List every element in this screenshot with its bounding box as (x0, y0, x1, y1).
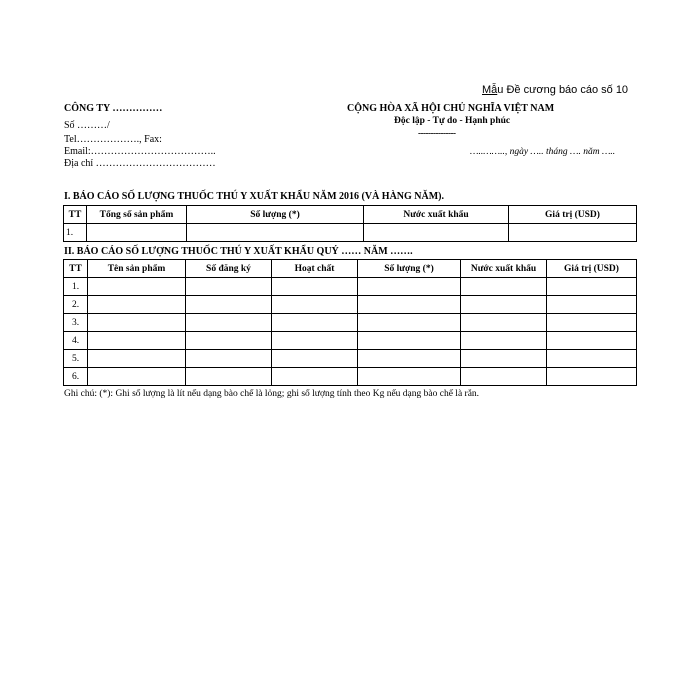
table-cell[interactable] (272, 314, 358, 332)
table-cell[interactable] (88, 368, 186, 386)
row-number: 1. (64, 224, 87, 242)
table-row (64, 278, 637, 296)
table-cell[interactable] (272, 278, 358, 296)
row-number: 6. (64, 368, 88, 386)
row-number: 1. (64, 278, 88, 296)
table-cell[interactable] (358, 368, 461, 386)
table-cell[interactable] (358, 332, 461, 350)
column-header-quantity: Số lượng (*) (187, 206, 364, 224)
row-number: 3. (64, 314, 88, 332)
column-header-export-country: Nước xuất khẩu (364, 206, 509, 224)
document-number: Số ………/ (64, 120, 110, 131)
row-number: 5. (64, 350, 88, 368)
table-cell[interactable] (547, 296, 637, 314)
table-cell[interactable] (87, 224, 187, 242)
footnote: Ghi chú: (*): Ghi số lượng là lít nếu dạng bào chế là lỏng; ghi số lượng tính theo Kg nếu dạng bào chế là rắn. (64, 389, 480, 399)
email-line: Email:……………………………….. (64, 146, 216, 157)
table-cell[interactable] (88, 350, 186, 368)
section1-table (63, 205, 637, 242)
table-cell[interactable] (547, 332, 637, 350)
table-cell[interactable] (461, 332, 547, 350)
national-motto: Độc lập - Tự do - Hạnh phúc (394, 116, 511, 126)
table-cell[interactable] (186, 350, 272, 368)
column-header-tt: TT (64, 206, 87, 224)
table-cell[interactable] (88, 332, 186, 350)
table-cell[interactable] (358, 296, 461, 314)
table-cell[interactable] (88, 314, 186, 332)
form-code-rest: u Đề cương báo cáo số 10 (497, 84, 629, 96)
row-number: 4. (64, 332, 88, 350)
form-code (482, 84, 628, 96)
table-cell[interactable] (547, 368, 637, 386)
address-line: Địa chỉ ……………………………… (64, 158, 216, 169)
section2-table (63, 259, 637, 386)
tel-fax-line: Tel………………., Fax: (64, 134, 162, 145)
table-cell[interactable] (88, 278, 186, 296)
table-cell[interactable] (547, 278, 637, 296)
table-row (64, 224, 637, 242)
motto-separator: --------------- (418, 128, 456, 138)
column-header-tt: TT (64, 260, 88, 278)
column-header-value: Giá trị (USD) (509, 206, 637, 224)
table-row (64, 350, 637, 368)
column-header-product-name: Tên sản phẩm (88, 260, 186, 278)
form-code-prefix: Mẫ (482, 84, 498, 96)
table-cell[interactable] (272, 296, 358, 314)
table-cell[interactable] (88, 296, 186, 314)
column-header-active-ingredient: Hoạt chất (272, 260, 358, 278)
column-header-registration-number: Số đăng ký (186, 260, 272, 278)
column-header-total-products: Tổng số sản phẩm (87, 206, 187, 224)
table-header-row (64, 206, 637, 224)
table-cell[interactable] (461, 368, 547, 386)
table-cell[interactable] (461, 278, 547, 296)
table-cell[interactable] (547, 314, 637, 332)
table-cell[interactable] (272, 350, 358, 368)
table-cell[interactable] (509, 224, 637, 242)
table-header-row (64, 260, 637, 278)
table-cell[interactable] (186, 296, 272, 314)
table-cell[interactable] (186, 368, 272, 386)
table-cell[interactable] (461, 350, 547, 368)
table-cell[interactable] (461, 314, 547, 332)
section2-title: II. BÁO CÁO SỐ LƯỢNG THUỐC THÚ Y XUẤT KHẨU QUÝ …… NĂM ……. (64, 246, 413, 257)
table-cell[interactable] (547, 350, 637, 368)
table-row (64, 314, 637, 332)
national-title: CỘNG HÒA XÃ HỘI CHỦ NGHĨA VIỆT NAM (347, 103, 555, 114)
table-row (64, 296, 637, 314)
table-cell[interactable] (186, 314, 272, 332)
table-cell[interactable] (186, 332, 272, 350)
row-number: 2. (64, 296, 88, 314)
column-header-export-country: Nước xuất khẩu (461, 260, 547, 278)
section1-title: I. BÁO CÁO SỐ LƯỢNG THUỐC THÚ Y XUẤT KHẨU NĂM 2016 (VÀ HÀNG NĂM). (64, 191, 445, 202)
column-header-value: Giá trị (USD) (547, 260, 637, 278)
company-name: CÔNG TY …………… (64, 103, 163, 114)
date-line: …..…….., ngày ….. tháng …. năm ….. (470, 147, 616, 157)
table-cell[interactable] (186, 278, 272, 296)
table-cell[interactable] (358, 314, 461, 332)
table-cell[interactable] (187, 224, 364, 242)
table-cell[interactable] (364, 224, 509, 242)
table-cell[interactable] (358, 350, 461, 368)
table-cell[interactable] (461, 296, 547, 314)
column-header-quantity: Số lượng (*) (358, 260, 461, 278)
table-cell[interactable] (358, 278, 461, 296)
table-row (64, 368, 637, 386)
table-row (64, 332, 637, 350)
table-cell[interactable] (272, 368, 358, 386)
table-cell[interactable] (272, 332, 358, 350)
